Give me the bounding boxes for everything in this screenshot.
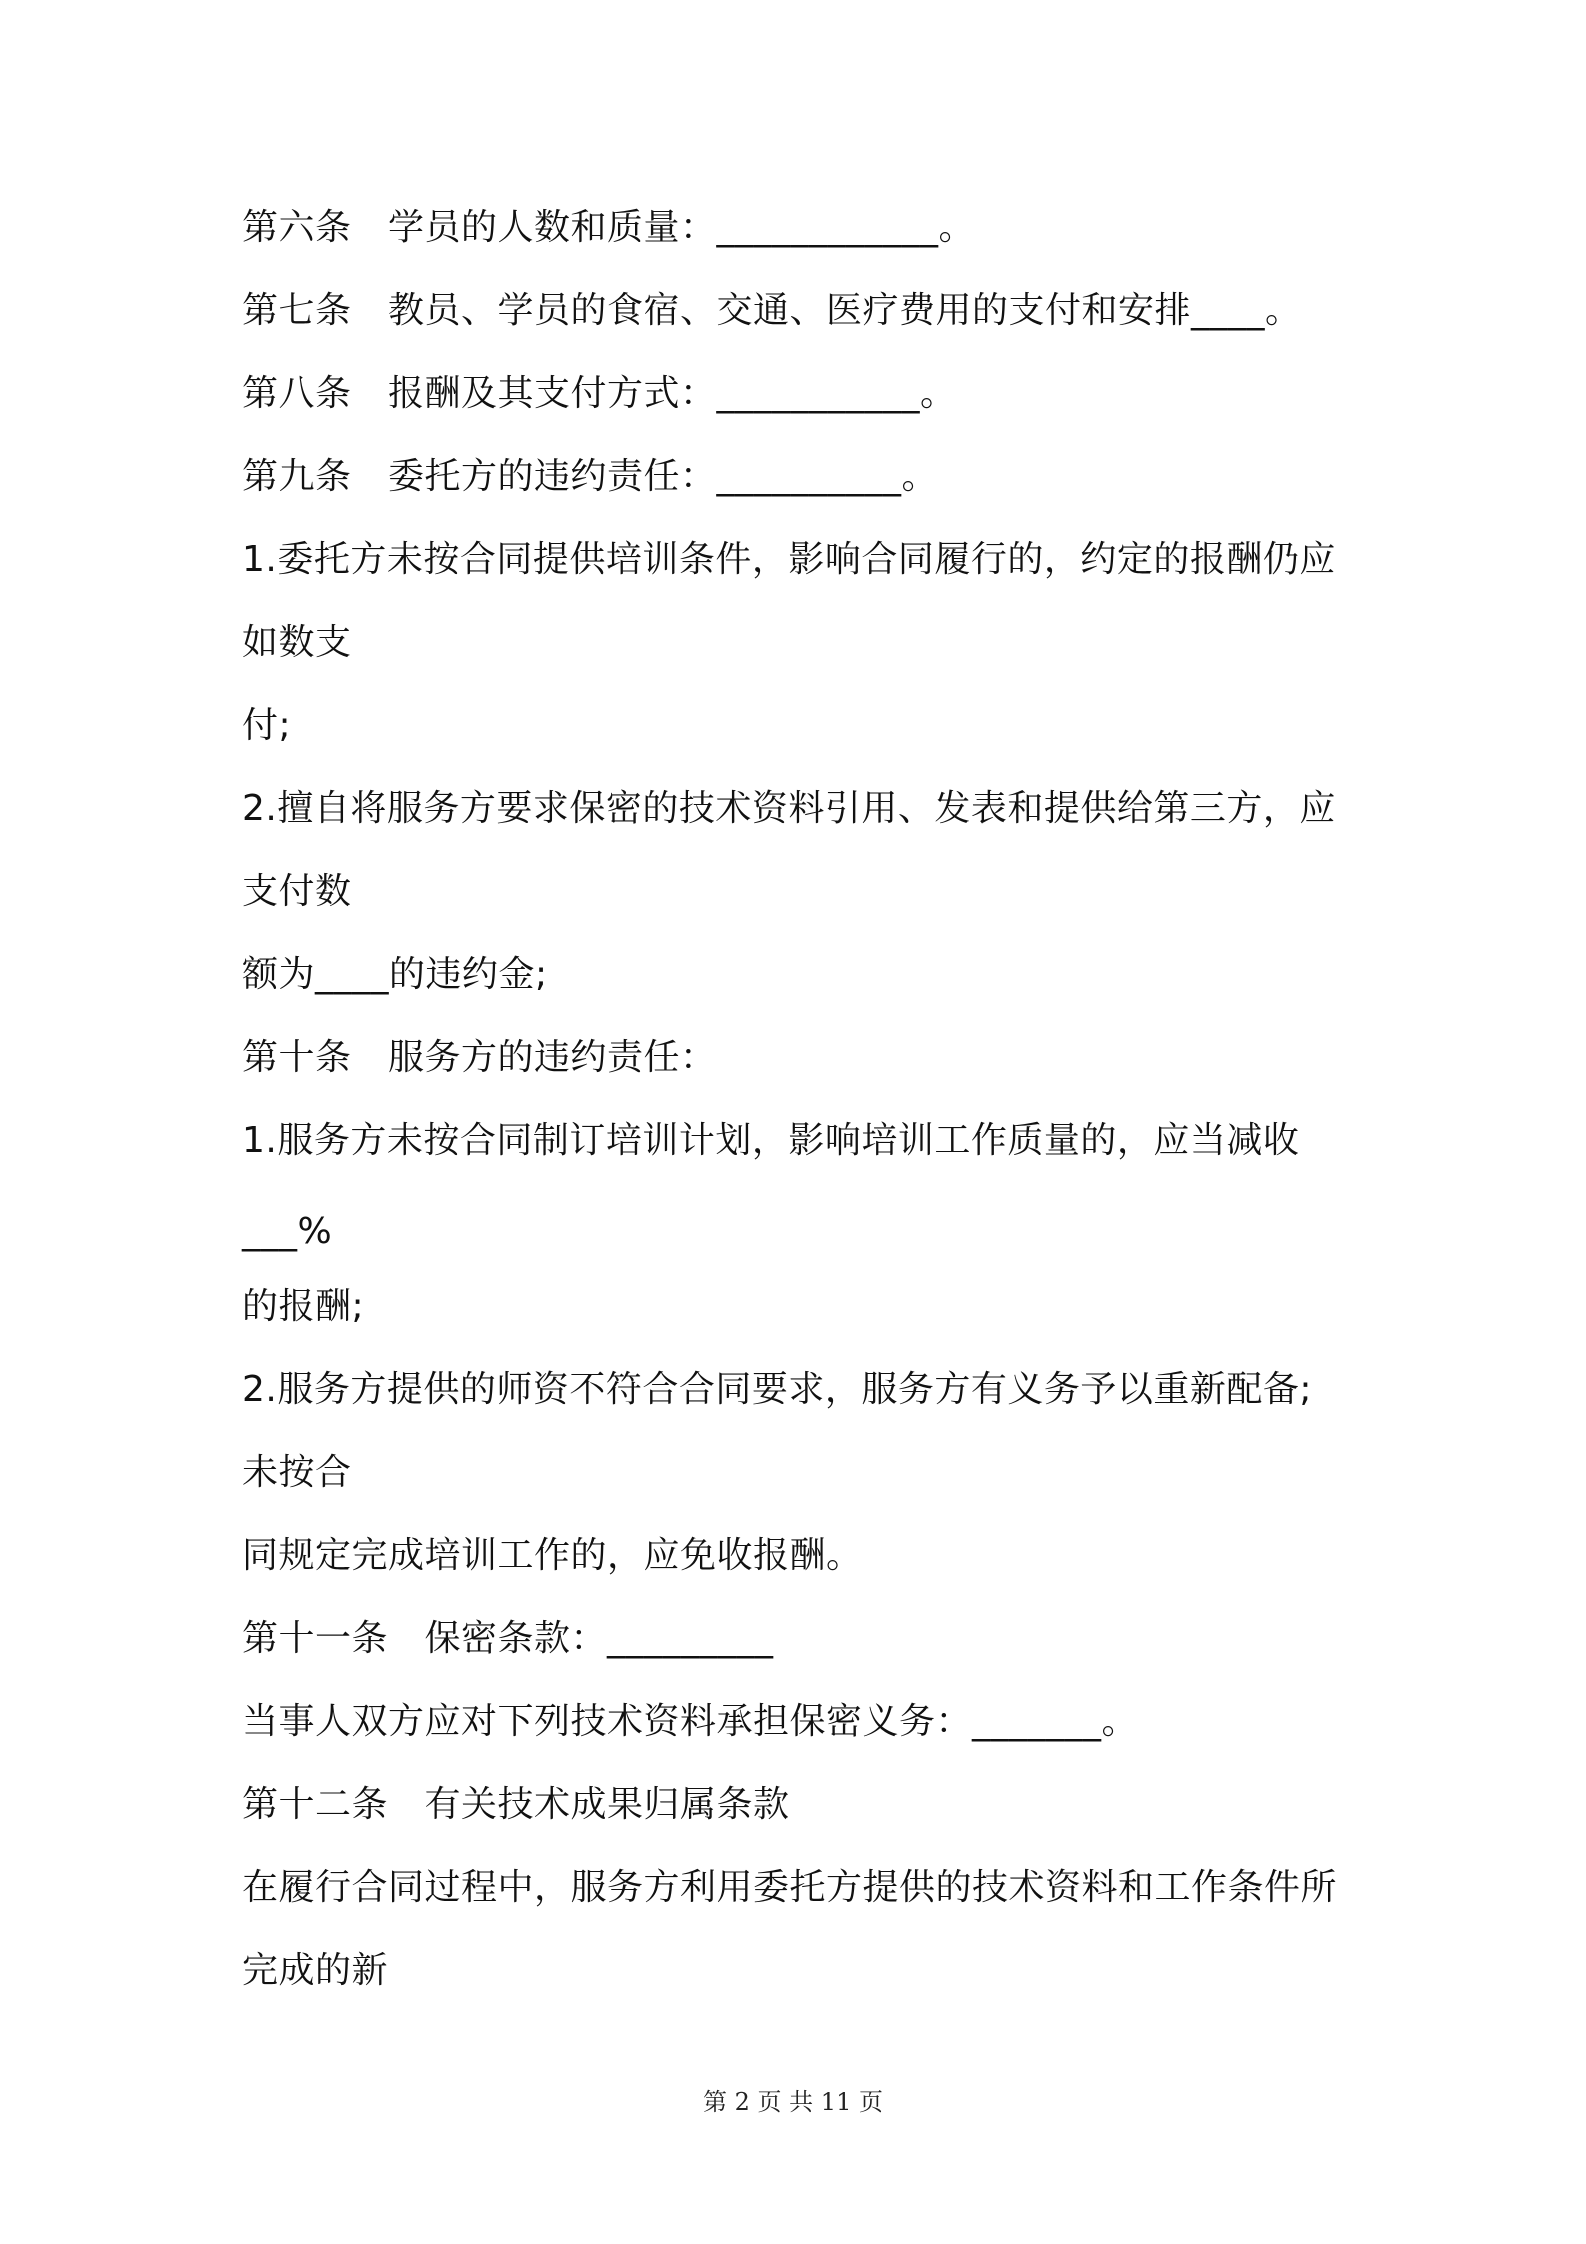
- article-10-clause-1-line: 1.服务方未按合同制订培训计划，影响培训工作质量的，应当减收: [242, 1120, 1300, 1161]
- article-7-line: 第七条 教员、学员的食宿、交通、医疗费用的支付和安排____。: [242, 290, 1302, 331]
- article-10-clause-1-percent: ___%: [242, 1211, 333, 1252]
- article-12-detail-line: 在履行合同过程中，服务方利用委托方提供的技术资料和工作条件所: [242, 1867, 1338, 1908]
- article-10-line: 第十条 服务方的违约责任：: [242, 1037, 717, 1078]
- article-9-clause-1-line: 1.委托方未按合同提供培训条件，影响合同履行的，约定的报酬仍应: [242, 539, 1336, 580]
- article-11-detail-line: 当事人双方应对下列技术资料承担保密义务：_______。: [242, 1701, 1139, 1742]
- article-12-detail-cont: 完成的新: [242, 1950, 389, 1991]
- article-9-clause-2-line: 2.擅自将服务方要求保密的技术资料引用、发表和提供给第三方，应: [242, 788, 1336, 829]
- article-9-clause-2-cont: 支付数: [242, 871, 352, 912]
- article-9-clause-2-end: 额为____的违约金;: [242, 954, 548, 995]
- article-10-clause-1-end: 的报酬;: [242, 1286, 365, 1327]
- article-9-line: 第九条 委托方的违约责任：__________。: [242, 456, 939, 497]
- article-10-clause-2-end: 同规定完成培训工作的，应免收报酬。: [242, 1535, 863, 1576]
- article-10-clause-2-cont: 未按合: [242, 1452, 352, 1493]
- article-9-clause-1-end: 付;: [242, 705, 292, 746]
- article-12-line: 第十二条 有关技术成果归属条款: [242, 1784, 790, 1825]
- article-8-line: 第八条 报酬及其支付方式：___________。: [242, 373, 957, 414]
- article-11-line: 第十一条 保密条款：_________: [242, 1618, 774, 1659]
- article-6-line: 第六条 学员的人数和质量：____________。: [242, 207, 976, 248]
- page-footer: 第 2 页 共 11 页: [703, 2088, 883, 2116]
- article-10-clause-2-line: 2.服务方提供的师资不符合合同要求，服务方有义务予以重新配备;: [242, 1369, 1312, 1410]
- article-9-clause-1-cont: 如数支: [242, 622, 352, 663]
